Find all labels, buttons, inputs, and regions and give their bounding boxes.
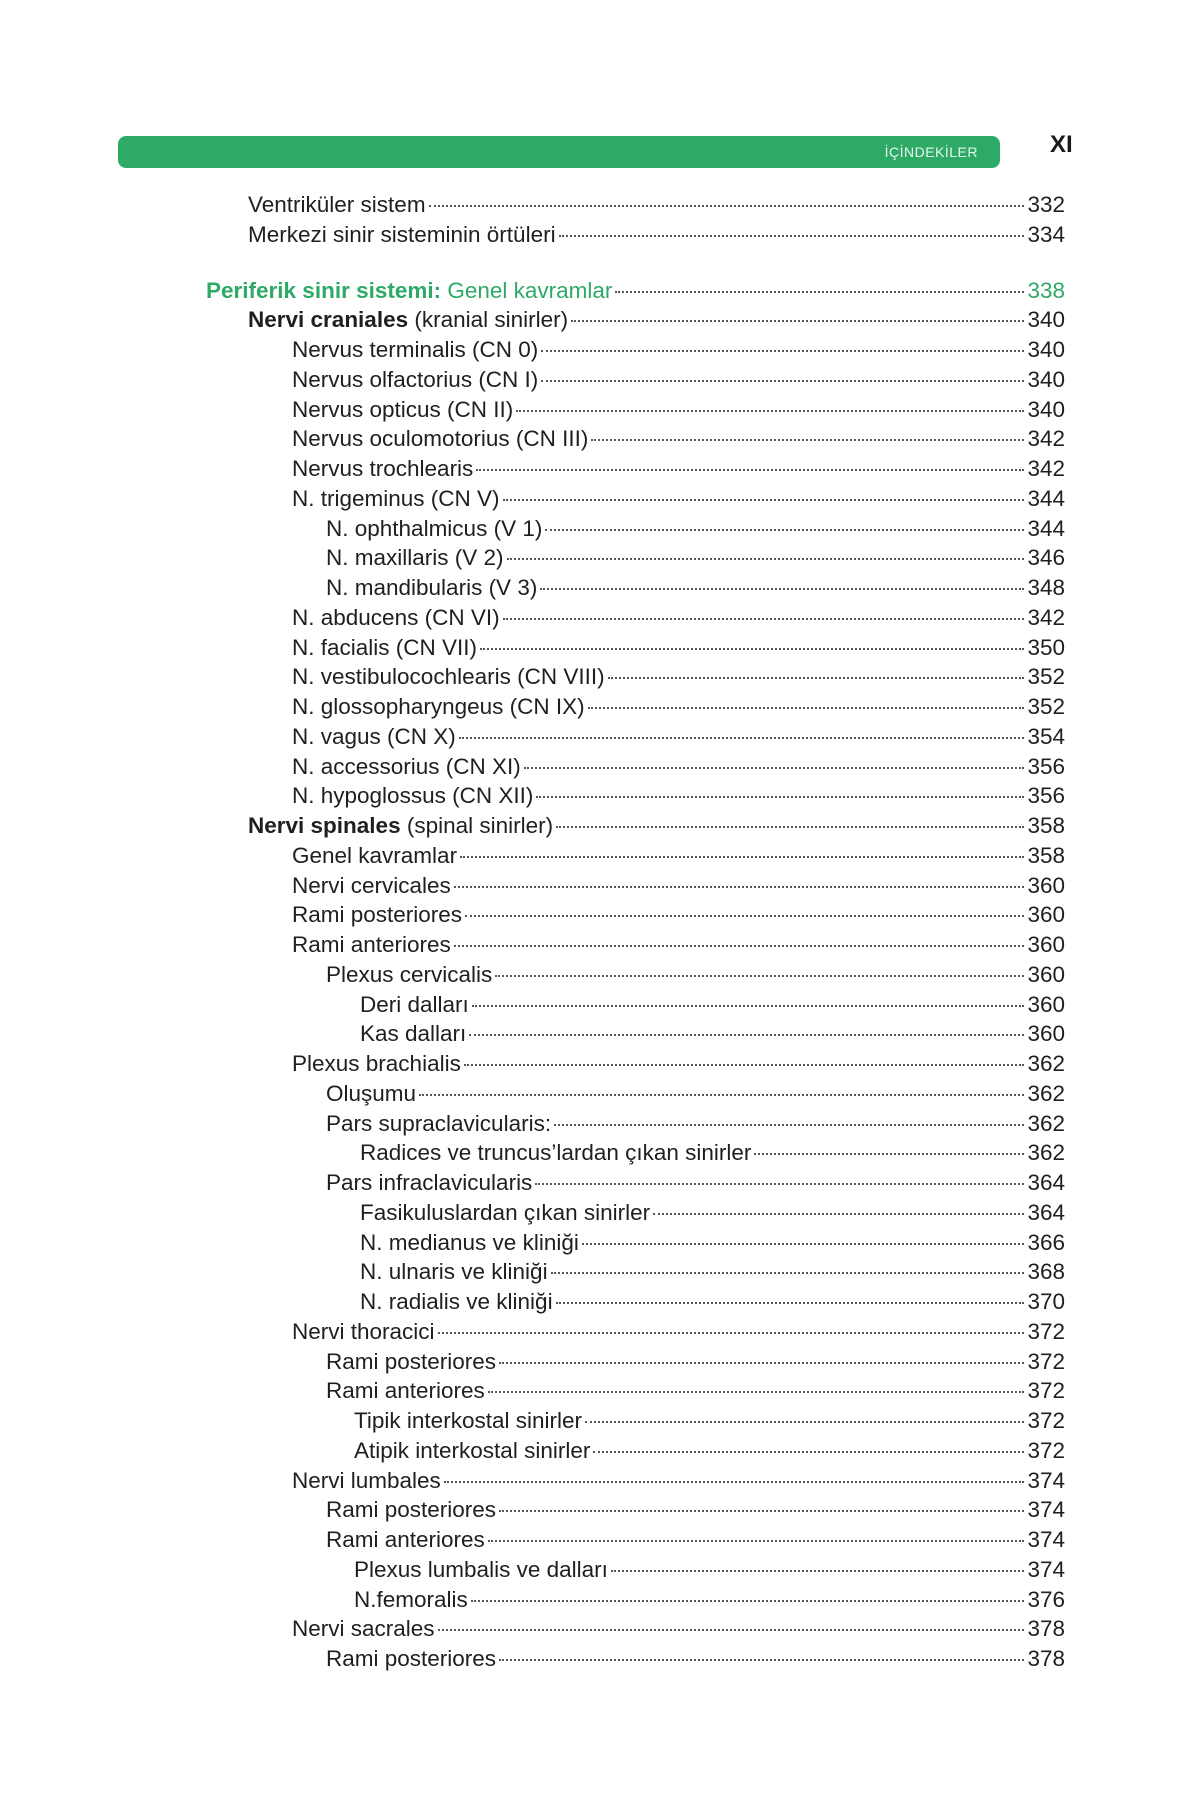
toc-entry-text: N. hypoglossus (CN XII) [292, 783, 534, 809]
toc-entry-text: Plexus brachialis [292, 1051, 461, 1076]
toc-entry[interactable] [248, 220, 1065, 249]
toc-entry-text: Genel kavramlar [441, 277, 613, 303]
toc-entry[interactable] [354, 1406, 1065, 1435]
toc-entry-text: Nervus oculomotorius (CN III) [292, 426, 589, 452]
dot-leader [585, 1421, 1024, 1423]
dot-leader [535, 1183, 1024, 1185]
toc-entry-text: Rami anteriores [292, 932, 451, 957]
toc-entry[interactable] [360, 1198, 1065, 1227]
toc-entry-label [360, 1019, 466, 1048]
dot-leader [488, 1391, 1025, 1393]
toc-entry-text: N. abducens (CN VI) [292, 604, 500, 630]
toc-entry-text: Rami anteriores [326, 1527, 485, 1552]
toc-entry-label [360, 1228, 579, 1257]
toc-entry-text: N. vestibulocochlearis (CN VIII) [292, 664, 605, 690]
toc-entry-text: Deri dalları [360, 991, 469, 1017]
toc-entry-text: Nervus opticus (CN II) [292, 396, 514, 422]
toc-entry-text: Rami posteriores [292, 902, 463, 928]
toc-entry-text: Rami posteriores [326, 1646, 497, 1671]
dot-leader [754, 1153, 1024, 1155]
toc-entry-text: Nervi thoracici [292, 1318, 435, 1344]
dot-leader [495, 975, 1024, 977]
toc-entry-label [292, 395, 513, 424]
toc-entry-text: Genel kavramlar [292, 842, 458, 868]
toc-entry-label [292, 781, 533, 810]
dot-leader [541, 380, 1024, 382]
dot-leader [540, 588, 1024, 590]
dot-leader [503, 618, 1025, 620]
dot-leader [653, 1213, 1024, 1215]
toc-entry[interactable] [292, 633, 1065, 662]
toc-entry-text: Nervi lumbales [292, 1467, 441, 1493]
toc-entry-label [292, 633, 477, 662]
toc-entry-page: 364 [1027, 1170, 1065, 1195]
toc-entry-text: N. vagus (CN X) [292, 723, 456, 749]
toc-entry-page: 344 [1027, 485, 1065, 511]
toc-entry-label [326, 1644, 496, 1673]
toc-entry[interactable] [292, 781, 1065, 810]
toc-entry-page: 350 [1027, 634, 1065, 660]
toc-entry-page: 340 [1027, 307, 1065, 333]
toc-entry-label [292, 1614, 435, 1643]
toc-entry-page: 354 [1027, 723, 1065, 749]
toc-entry-label [292, 424, 588, 453]
toc-entry-page: 342 [1027, 604, 1065, 630]
toc-entry-label [292, 1466, 441, 1495]
dot-leader [582, 1243, 1025, 1245]
dot-leader [459, 737, 1025, 739]
toc-entry-text: Kas dalları [360, 1021, 467, 1047]
toc-entry-text: N. ulnaris ve kliniği [360, 1259, 548, 1285]
dot-leader [559, 235, 1025, 237]
toc-entry-page: 362 [1027, 1110, 1065, 1136]
toc-entry-label [326, 1168, 532, 1197]
toc-entry-label [292, 454, 473, 483]
toc-entry-page: 360 [1027, 991, 1065, 1017]
toc-entry-label [248, 811, 553, 840]
toc-entry-page: 332 [1027, 192, 1065, 217]
toc-entry-label [292, 841, 457, 870]
toc-entry-label [292, 871, 451, 900]
toc-entry-label [354, 1406, 582, 1435]
toc-entry-bold-label: Nervi spinales [248, 813, 401, 838]
dot-leader [507, 558, 1025, 560]
toc-entry-label [292, 662, 605, 691]
toc-entry-page: 372 [1027, 1378, 1065, 1404]
dot-leader [516, 410, 1024, 412]
toc-entry[interactable] [326, 1079, 1065, 1108]
dot-leader [419, 1094, 1024, 1096]
toc-entry[interactable] [292, 930, 1065, 959]
toc-entry-page: 374 [1027, 1556, 1065, 1582]
header-title: İÇİNDEKİLER [884, 144, 978, 160]
toc-entry[interactable] [292, 365, 1065, 394]
toc-entry-text: Nervi cervicales [292, 872, 451, 898]
toc-entry-page: 378 [1027, 1616, 1065, 1642]
toc-entry[interactable] [248, 811, 1065, 840]
toc-entry[interactable] [326, 1376, 1065, 1405]
toc-entry[interactable] [326, 1168, 1065, 1197]
dot-leader [469, 1034, 1024, 1036]
toc-entry-page: 340 [1027, 366, 1065, 392]
toc-entry-page: 342 [1027, 426, 1065, 452]
toc-entry-page: 372 [1027, 1318, 1065, 1344]
toc-entry[interactable] [292, 484, 1065, 513]
dot-leader [454, 945, 1025, 947]
toc-entry-page: 360 [1027, 961, 1065, 987]
toc-entry[interactable] [292, 1049, 1065, 1078]
toc-entry[interactable] [326, 1347, 1065, 1376]
toc-entry-label [206, 276, 612, 305]
toc-entry[interactable] [248, 305, 1065, 334]
dot-leader [541, 350, 1024, 352]
toc-entry[interactable] [326, 573, 1065, 602]
chapter-header-bar [118, 136, 1000, 168]
dot-leader [476, 469, 1024, 471]
dot-leader [554, 1124, 1024, 1126]
toc-entry-label [292, 900, 462, 929]
toc-entry[interactable] [292, 395, 1065, 424]
toc-entry-text: N. ophthalmicus (V 1) [326, 515, 543, 541]
toc-entry-page: 340 [1027, 396, 1065, 422]
toc-entry[interactable] [292, 1614, 1065, 1643]
toc-entry[interactable] [360, 1138, 1065, 1167]
toc-entry-page: 372 [1027, 1437, 1065, 1463]
toc-entry[interactable] [292, 424, 1065, 453]
dot-leader [571, 320, 1024, 322]
toc-entry[interactable] [360, 1019, 1065, 1048]
toc-entry[interactable] [360, 1287, 1065, 1316]
toc-entry-page: 348 [1027, 575, 1065, 600]
toc-entry-text: Oluşumu [326, 1080, 417, 1106]
toc-entry[interactable] [354, 1436, 1065, 1465]
toc-entry-text: Tipik interkostal sinirler [354, 1408, 582, 1433]
dot-leader [536, 796, 1024, 798]
toc-entry-page: 344 [1027, 515, 1065, 541]
toc-entry-text: Pars infraclavicularis [326, 1170, 533, 1195]
toc-entry[interactable] [326, 1495, 1065, 1524]
toc-entry[interactable] [248, 190, 1065, 219]
dot-leader [499, 1362, 1024, 1364]
dot-leader [608, 677, 1025, 679]
toc-entry-label [326, 960, 492, 989]
dot-leader [615, 291, 1024, 293]
toc-entry-page: 356 [1027, 753, 1065, 779]
toc-entry-label [292, 1317, 435, 1346]
toc-entry-page: 346 [1027, 545, 1065, 571]
toc-entry-page: 356 [1027, 783, 1065, 809]
toc-entry-label [292, 722, 456, 751]
toc-entry-text: Radices ve truncus’lardan çıkan sinirler [360, 1140, 752, 1166]
dot-leader [524, 767, 1025, 769]
toc-entry-page: 368 [1027, 1259, 1065, 1285]
dot-leader [444, 1481, 1025, 1483]
toc-entry-page: 360 [1027, 1021, 1065, 1047]
toc-entry-label [292, 365, 538, 394]
toc-entry-label [360, 1287, 553, 1316]
toc-entry-label [326, 1079, 416, 1108]
toc-entry-text: N. accessorius (CN XI) [292, 753, 521, 779]
toc-entry-page: 362 [1027, 1140, 1065, 1166]
toc-entry[interactable] [354, 1585, 1065, 1614]
toc-entry-label [292, 930, 451, 959]
toc-entry-label [326, 1376, 485, 1405]
toc-entry[interactable] [292, 603, 1065, 632]
toc-entry-text: Fasikuluslardan çıkan sinirler [360, 1199, 651, 1225]
page-number: XI [1050, 131, 1073, 158]
dot-leader [503, 499, 1025, 501]
toc-entry-label [354, 1436, 590, 1465]
toc-entry-label [326, 543, 504, 572]
toc-entry-text: Merkezi sinir sisteminin örtüleri [248, 221, 556, 247]
toc-entry[interactable] [326, 960, 1065, 989]
dot-leader [593, 1451, 1024, 1453]
toc-entry[interactable] [292, 752, 1065, 781]
toc-entry[interactable] [326, 543, 1065, 572]
toc-entry-page: 372 [1027, 1348, 1065, 1374]
toc-entry-page: 362 [1027, 1051, 1065, 1076]
toc-entry-text: N. facialis (CN VII) [292, 634, 478, 660]
toc-entry-bold-label: Periferik sinir sistemi: [206, 277, 442, 303]
toc-entry[interactable] [206, 276, 1065, 305]
toc-entry-text: N.femoralis [354, 1586, 468, 1612]
toc-entry[interactable] [292, 692, 1065, 721]
toc-entry[interactable] [292, 841, 1065, 870]
toc-entry-label [248, 220, 556, 249]
toc-entry-page: 358 [1027, 842, 1065, 868]
dot-leader [556, 826, 1024, 828]
toc-entry-page: 374 [1027, 1467, 1065, 1493]
toc-entry-label [292, 692, 585, 721]
toc-entry-text: N. radialis ve kliniği [360, 1289, 553, 1314]
toc-entry-label [248, 305, 568, 334]
toc-entry-text: N. medianus ve kliniği [360, 1229, 579, 1255]
dot-leader [465, 915, 1024, 917]
toc-entry-label [292, 335, 538, 364]
toc-entry[interactable] [292, 871, 1065, 900]
toc-entry[interactable] [292, 722, 1065, 751]
toc-entry-text: Pars supraclavicularis: [326, 1110, 552, 1136]
toc-entry-label [292, 752, 521, 781]
toc-entry-page: 376 [1027, 1586, 1065, 1612]
toc-entry[interactable] [360, 990, 1065, 1019]
toc-entry-label [360, 1257, 548, 1286]
toc-entry-page: 342 [1027, 456, 1065, 481]
toc-entry-page: 338 [1027, 277, 1065, 303]
dot-leader [545, 529, 1024, 531]
toc-entry-label [326, 514, 542, 543]
toc-entry-text: Nervus olfactorius (CN I) [292, 366, 539, 392]
toc-entry-page: 374 [1027, 1527, 1065, 1552]
toc-entry-label [360, 1198, 650, 1227]
dot-leader [438, 1629, 1025, 1631]
toc-entry-page: 360 [1027, 932, 1065, 957]
toc-entry[interactable] [326, 1525, 1065, 1554]
toc-entry[interactable] [326, 1109, 1065, 1138]
toc-entry-label [326, 1525, 485, 1554]
toc-entry[interactable] [360, 1257, 1065, 1286]
toc-entry[interactable] [326, 514, 1065, 543]
toc-entry-page: 360 [1027, 872, 1065, 898]
toc-entry-label [354, 1555, 608, 1584]
toc-entry-page: 374 [1027, 1497, 1065, 1523]
toc-entry-label [360, 990, 469, 1019]
toc-entry-label [326, 1495, 496, 1524]
toc-entry[interactable] [360, 1228, 1065, 1257]
toc-entry-page: 366 [1027, 1229, 1065, 1255]
toc-entry-bold-label: Nervi craniales [248, 307, 409, 333]
toc-entry-label [354, 1585, 468, 1614]
toc-entry-text: (spinal sinirler) [400, 813, 554, 838]
toc-entry-text: Nervus terminalis (CN 0) [292, 337, 539, 362]
dot-leader [499, 1510, 1024, 1512]
toc-entry-page: 378 [1027, 1646, 1065, 1671]
dot-leader [460, 856, 1024, 858]
toc-entry-text: Plexus cervicalis [326, 961, 493, 987]
toc-entry-page: 360 [1027, 902, 1065, 928]
toc-entry[interactable] [292, 900, 1065, 929]
toc-entry-label [326, 573, 537, 602]
dot-leader [611, 1570, 1025, 1572]
toc-entry-label [292, 603, 500, 632]
toc-entry-page: 340 [1027, 337, 1065, 362]
toc-entry-label [326, 1109, 551, 1138]
toc-entry-label [248, 190, 426, 219]
toc-entry[interactable] [292, 662, 1065, 691]
toc-entry-page: 352 [1027, 694, 1065, 719]
dot-leader [429, 205, 1025, 207]
toc-entry-text: N. mandibularis (V 3) [326, 575, 538, 600]
dot-leader [591, 439, 1024, 441]
dot-leader [471, 1600, 1025, 1602]
toc-entry-text: N. maxillaris (V 2) [326, 545, 504, 571]
toc-entry-text: Nervi sacrales [292, 1616, 435, 1642]
toc-entry-text: Rami posteriores [326, 1497, 497, 1523]
dot-leader [472, 1005, 1025, 1007]
toc-entry-label [292, 1049, 461, 1078]
toc-entry[interactable] [292, 454, 1065, 483]
toc-entry-text: Ventriküler sistem [248, 192, 426, 217]
dot-leader [438, 1332, 1025, 1334]
toc-entry-page: 372 [1027, 1408, 1065, 1433]
dot-leader [499, 1659, 1024, 1661]
dot-leader [556, 1302, 1025, 1304]
toc-entry[interactable] [292, 1317, 1065, 1346]
toc-entry-text: N. glossopharyngeus (CN IX) [292, 694, 585, 719]
toc-entry-text: Atipik interkostal sinirler [354, 1437, 591, 1463]
dot-leader [588, 707, 1025, 709]
toc-entry-page: 334 [1027, 221, 1065, 247]
dot-leader [488, 1540, 1025, 1542]
dot-leader [454, 886, 1025, 888]
dot-leader [551, 1272, 1025, 1274]
toc-entry[interactable] [292, 335, 1065, 364]
toc-entry-text: (kranial sinirler) [408, 307, 569, 333]
toc-entry-page: 358 [1027, 813, 1065, 838]
toc-entry-page: 364 [1027, 1199, 1065, 1225]
toc-entry[interactable] [292, 1466, 1065, 1495]
toc-entry-text: Rami anteriores [326, 1378, 485, 1404]
toc-entry-text: Rami posteriores [326, 1348, 497, 1374]
toc-entry-label [360, 1138, 751, 1167]
toc-entry-page: 352 [1027, 664, 1065, 690]
toc-entry-page: 362 [1027, 1080, 1065, 1106]
toc-entry-page: 370 [1027, 1289, 1065, 1314]
toc-entry-label [326, 1347, 496, 1376]
dot-leader [480, 648, 1024, 650]
toc-entry-text: Nervus trochlearis [292, 456, 474, 481]
toc-entry[interactable] [326, 1644, 1065, 1673]
dot-leader [464, 1064, 1025, 1066]
toc-entry-text: N. trigeminus (CN V) [292, 485, 500, 511]
toc-entry-label [292, 484, 500, 513]
toc-entry-text: Plexus lumbalis ve dalları [354, 1556, 608, 1582]
toc-entry[interactable] [354, 1555, 1065, 1584]
